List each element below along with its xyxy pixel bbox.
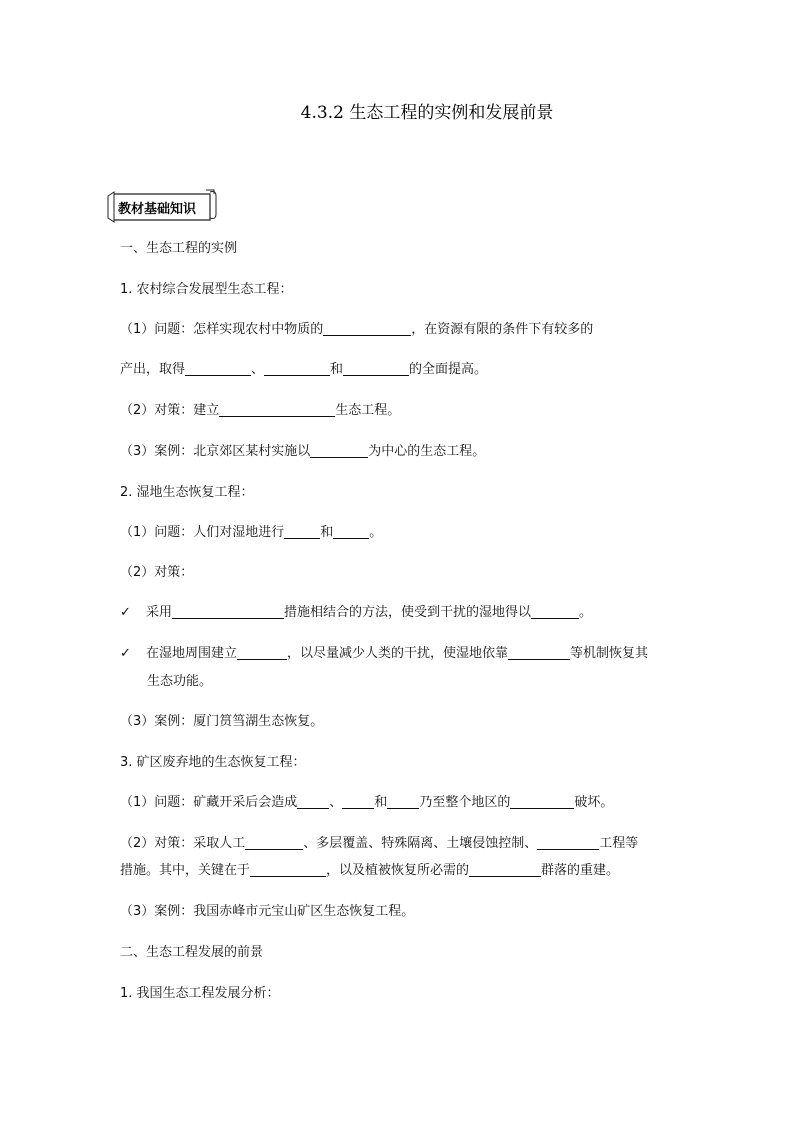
blank-field[interactable] (342, 794, 374, 809)
blank-field[interactable] (333, 524, 369, 539)
section-heading-2: 二、生态工程发展的前景 (120, 945, 264, 960)
item-2-bullet-2: ✓ 在湿地周围建立 ，以尽量减少人类的干扰，使湿地依靠 等机制恢复其 (120, 646, 649, 661)
check-icon: ✓ (120, 646, 131, 661)
item-3-case: （3）案例：我国赤峰市元宝山矿区生态恢复工程。 (120, 904, 415, 919)
blank-field[interactable] (323, 321, 411, 336)
blank-field[interactable] (172, 604, 284, 619)
item-2-question: （1）问题：人们对湿地进行 和 。 (120, 525, 383, 540)
blank-field[interactable] (185, 361, 251, 376)
blank-field[interactable] (510, 794, 574, 809)
blank-field[interactable] (310, 443, 368, 458)
page-title: 4.3.2 生态工程的实例和发展前景 (300, 103, 554, 123)
item-2-bullet-2-cont: 生态功能。 (147, 674, 213, 689)
item-4-heading: 1. 我国生态工程发展分析： (120, 986, 280, 1001)
blank-field[interactable] (250, 862, 326, 877)
blank-field[interactable] (537, 835, 599, 850)
item-2-case: （3）案例：厦门筼筜湖生态恢复。 (120, 714, 324, 729)
blank-field[interactable] (284, 524, 320, 539)
blank-field[interactable] (343, 361, 409, 376)
banner-label: 教材基础知识 (118, 202, 197, 217)
item-2-countermeasure: （2）对策： (120, 565, 194, 580)
blank-field[interactable] (219, 402, 335, 417)
blank-field[interactable] (264, 361, 330, 376)
section-banner (106, 186, 216, 226)
item-3-heading: 3. 矿区废弃地的生态恢复工程： (120, 755, 306, 770)
blank-field[interactable] (297, 794, 329, 809)
item-3-countermeasure-cont: 措施。其中，关键在于 ，以及植被恢复所必需的 群落的重建。 (120, 863, 620, 878)
item-1-case: （3）案例：北京郊区某村实施以 为中心的生态工程。 (120, 444, 486, 459)
blank-field[interactable] (469, 862, 541, 877)
item-3-question: （1）问题：矿藏开采后会造成 、 和 乃至整个地区的 破坏。 (120, 795, 614, 810)
blank-field[interactable] (237, 645, 287, 660)
blank-field[interactable] (387, 794, 419, 809)
item-2-heading: 2. 湿地生态恢复工程： (120, 485, 254, 500)
blank-field[interactable] (531, 604, 579, 619)
item-3-countermeasure: （2）对策：采取人工 、多层覆盖、特殊隔离、土壤侵蚀控制、 工程等 (120, 836, 639, 851)
item-1-countermeasure: （2）对策：建立 生态工程。 (120, 403, 401, 418)
item-1-question-cont: 产出，取得 、 和 的全面提高。 (120, 362, 488, 377)
blank-field[interactable] (245, 835, 303, 850)
blank-field[interactable] (508, 645, 570, 660)
item-1-heading: 1. 农村综合发展型生态工程： (120, 282, 293, 297)
item-1-question: （1）问题：怎样实现农村中物质的 ，在资源有限的条件下有较多的 (120, 322, 594, 337)
item-2-bullet-1: ✓ 采用 措施相结合的方法，使受到干扰的湿地得以 。 (120, 605, 593, 620)
section-heading-1: 一、生态工程的实例 (120, 241, 238, 256)
check-icon: ✓ (120, 605, 131, 620)
